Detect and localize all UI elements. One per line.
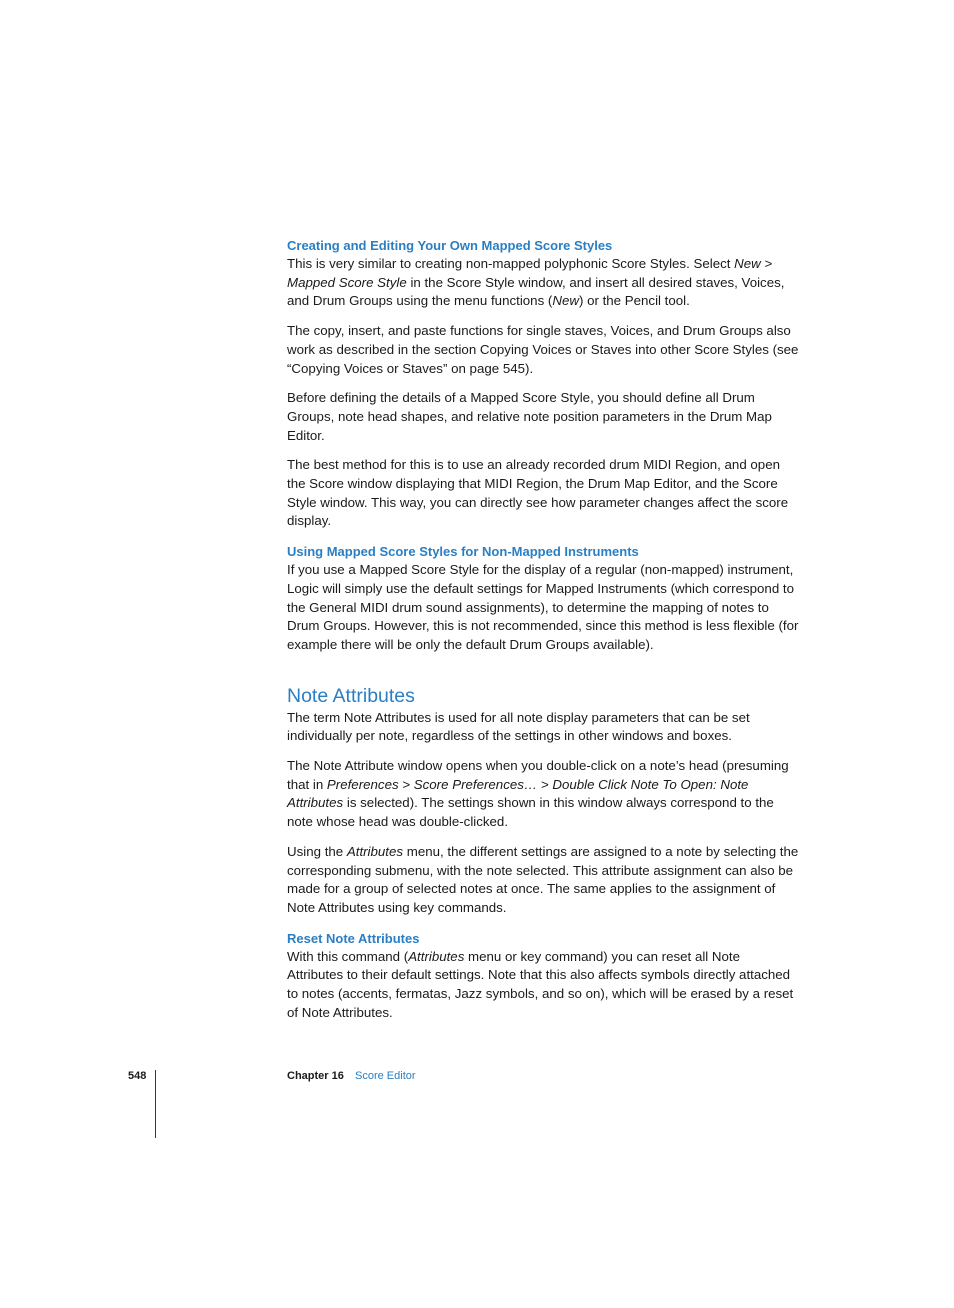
footer-chapter: Chapter 16: [287, 1070, 344, 1082]
footer-divider: [155, 1070, 156, 1138]
paragraph: The term Note Attributes is used for all note display parameters that can be set individually per note, regardless of the settings in other windows and boxes.: [287, 709, 750, 744]
footer-chapter-title: Score Editor: [355, 1070, 416, 1082]
subheading-creating-mapped-styles: Creating and Editing Your Own Mapped Score Styles: [287, 238, 613, 253]
paragraph: If you use a Mapped Score Style for the display of a regular (non-mapped) instrument, Logic will simply use the default settings for Mapped Instruments (which correspond to the General MIDI drum sound assignments), to determine the mapping of notes to Drum Groups. However, this is not recommended, since this method is less flexible (for example there will be only the default Drum Groups available).: [287, 562, 799, 652]
paragraph: With this command (Attributes menu or key command) you can reset all Note Attributes to their default settings. Note that this also affects symbols directly attached to notes (accents, fermatas, Jazz symbols, and so on), which will be erased by a reset of Note Attributes.: [287, 948, 794, 1020]
paragraph: The Note Attribute window opens when you double-click on a note’s head (presuming that in Preferences > Score Preferences… > Double Click Note To Open: Note Attributes is selected). The settings shown in this window always correspond to the note whose head was double-clicked.: [287, 758, 789, 830]
subheading-non-mapped-instruments: Using Mapped Score Styles for Non-Mapped Instruments: [287, 544, 639, 560]
page-number: 548: [128, 1070, 147, 1082]
paragraph: This is very similar to creating non-mapped polyphonic Score Styles. Select New > Mapped Score Style in the Score Style window, and insert all desired staves, Voices, and Drum Groups using the menu functions (New) or the Pencil tool.: [287, 256, 785, 309]
page-content: [287, 236, 799, 1034]
section-title: Note Attributes: [287, 684, 415, 707]
paragraph: The best method for this is to use an already recorded drum MIDI Region, and open the Score window displaying that MIDI Region, the Drum Map Editor, and the Score Style window. This way, you can directly see how parameter changes affect the score display.: [287, 457, 789, 529]
paragraph: Before defining the details of a Mapped Score Style, you should define all Drum Groups, note head shapes, and relative note position parameters in the Drum Map Editor.: [287, 390, 772, 443]
paragraph: Using the Attributes menu, the different settings are assigned to a note by selecting the corresponding submenu, with the note selected. This attribute assignment can also be made for a group of selected notes at once. The same applies to the assignment of Note Attributes using key commands.: [287, 843, 799, 915]
subheading-reset-note-attributes: Reset Note Attributes: [287, 930, 420, 946]
paragraph: The copy, insert, and paste functions for single staves, Voices, and Drum Groups also work as described in the section Copying Voices or Staves into other Score Styles (see “Copying Voices or Staves” on page 545).: [287, 323, 799, 376]
